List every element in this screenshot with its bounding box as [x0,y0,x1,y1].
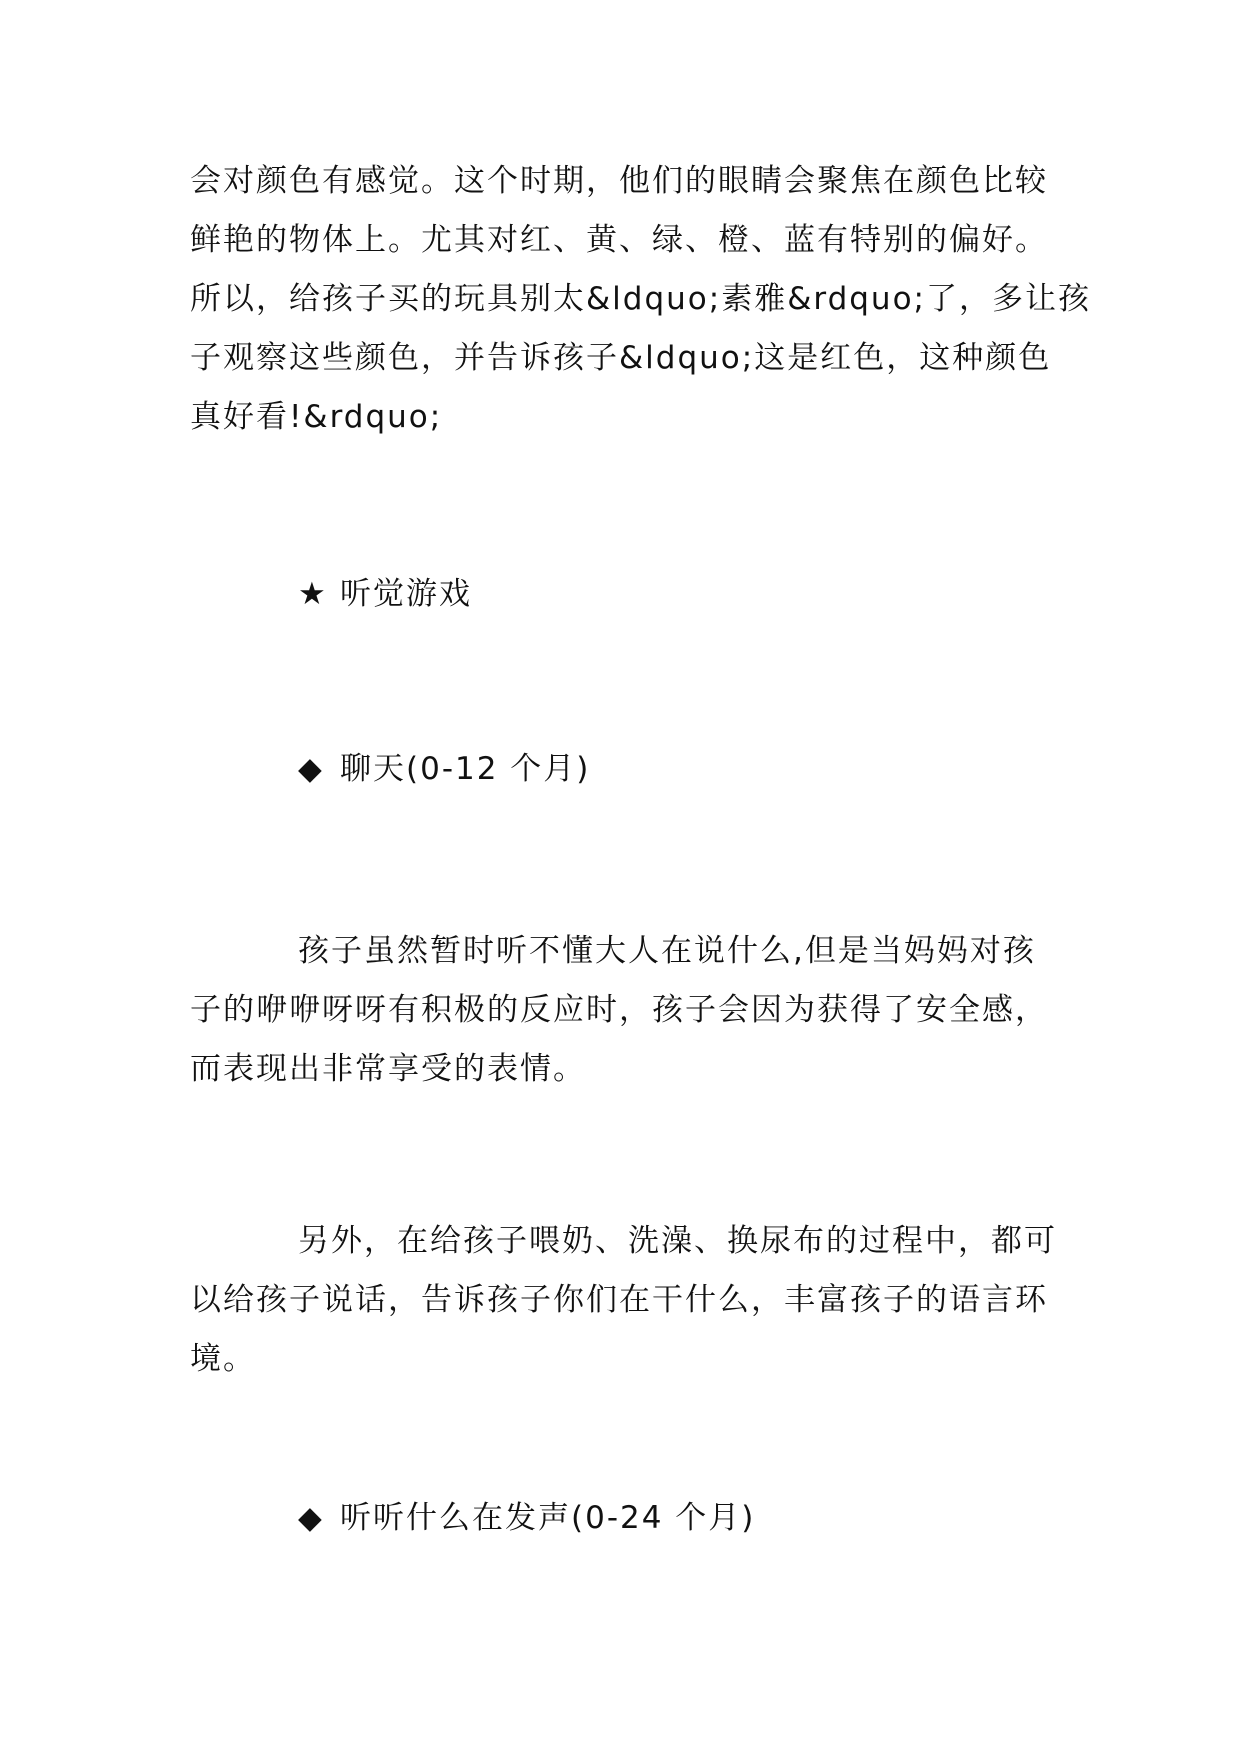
paragraph-line: 以给孩子说话，告诉孩子你们在干什么，丰富孩子的语言环 [190,1282,1048,1318]
paragraph-line: 真好看!&rdquo; [190,399,443,435]
section-heading-text: 听觉游戏 [340,576,472,612]
paragraph-chat-response [190,922,1060,1099]
paragraph-line: 鲜艳的物体上。尤其对红、黄、绿、橙、蓝有特别的偏好。 [190,222,1048,258]
section-heading-hearing-games [298,574,472,614]
subheading-text: 聊天(0-12 个月) [340,751,591,787]
paragraph-line: 另外，在给孩子喂奶、洗澡、换尿布的过程中，都可 [298,1223,1057,1259]
paragraph-line: 子的咿咿呀呀有积极的反应时，孩子会因为获得了安全感， [190,992,1048,1028]
paragraph-line: 所以，给孩子买的玩具别太&ldquo;素雅&rdquo;了，多让孩 [190,281,1091,317]
paragraph-line: 而表现出非常享受的表情。 [190,1051,586,1087]
star-icon: ★ [298,576,328,612]
subheading-listen-sounds [298,1498,755,1538]
diamond-icon: ◆ [298,751,324,787]
paragraph-line: 孩子虽然暂时听不懂大人在说什么,但是当妈妈对孩 [298,933,1036,969]
paragraph-line: 境。 [190,1341,256,1377]
subheading-text: 听听什么在发声(0-24 个月) [340,1500,756,1536]
subheading-chat [298,749,590,789]
paragraph-color-perception [190,152,1091,447]
paragraph-daily-talk [190,1212,1060,1389]
paragraph-line: 子观察这些颜色，并告诉孩子&ldquo;这是红色，这种颜色 [190,340,1052,376]
diamond-icon: ◆ [298,1500,324,1536]
paragraph-line: 会对颜色有感觉。这个时期，他们的眼睛会聚焦在颜色比较 [190,163,1048,199]
